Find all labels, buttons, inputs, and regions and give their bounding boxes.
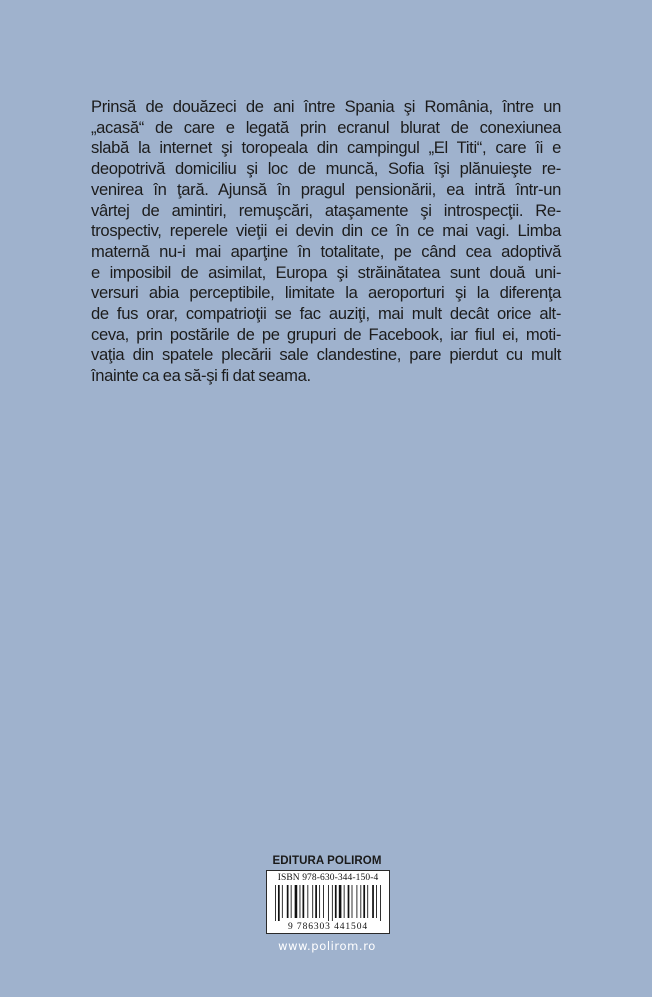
blurb-line: vârtej de amintiri, remuşcări, ataşamente şi introspecţii. Re- <box>91 200 561 220</box>
blurb-line: înainte ca ea să-şi fi dat seama. <box>91 366 311 386</box>
barcode-bar <box>339 885 342 918</box>
barcode-bar <box>295 885 298 918</box>
blurb-line: trospectiv, reperele vieţii ei devin din ce în ce mai vagi. Limba <box>91 221 561 241</box>
barcode-bar <box>323 885 324 918</box>
blurb-line: maternă nu-i mai aparţine în totalitate, pe când cea adoptivă <box>91 241 561 261</box>
barcode-bar <box>335 885 337 918</box>
barcode-bar <box>344 885 345 918</box>
barcode-bar <box>303 885 305 918</box>
barcode-icon <box>275 885 383 921</box>
blurb-line: „acasă“ de care e legată prin ecranul blurat de conexiunea <box>91 117 561 137</box>
barcode-bar <box>312 885 313 918</box>
blurb-line: versuri abia perceptibile, limitate la aeroporturi şi la diferenţa <box>91 283 561 303</box>
barcode-bar <box>307 885 308 918</box>
barcode-bar <box>356 885 357 918</box>
blurb-line: venirea în ţară. Ajunsă în pragul pensionării, ea intră într-un <box>91 179 561 199</box>
barcode-bar <box>315 885 317 918</box>
barcode-bar <box>372 885 374 918</box>
blurb-line: slabă la internet şi toropeala din campingul „El Titi“, care îi e <box>91 138 561 158</box>
isbn-label: ISBN 978-630-344-150-4 <box>277 873 379 883</box>
publisher-name: EDITURA POLIROM <box>272 855 382 867</box>
barcode-bar <box>300 885 301 918</box>
barcode-bar <box>348 885 350 918</box>
barcode-bar <box>275 885 276 921</box>
barcode-bar <box>278 885 280 921</box>
publisher-website: www.polirom.ro <box>278 939 376 953</box>
barcode-bar <box>367 885 368 918</box>
barcode-bar <box>291 885 292 918</box>
isbn-barcode-box <box>266 870 390 934</box>
barcode-bar <box>282 885 283 918</box>
barcode-bar <box>380 885 381 921</box>
barcode-bar <box>328 885 329 921</box>
barcode-bar <box>287 885 289 918</box>
blurb-line: de fus orar, compatrioţii se fac auziţi, mai mult decât orice alt- <box>91 304 561 324</box>
blurb-line: ceva, prin postările de pe grupuri de Facebook, iar fiul ei, moti- <box>91 324 561 344</box>
barcode-bar <box>332 885 333 921</box>
barcode-digits: 9 786303 441504 <box>288 922 368 932</box>
blurb-line: vaţia din spatele plecării sale clandestine, pare pierdut cu mult <box>91 345 561 365</box>
barcode-bar <box>352 885 353 918</box>
blurb-line: Prinsă de douăzeci de ani între Spania şi România, între un <box>91 97 561 116</box>
barcode-bar <box>363 885 365 918</box>
barcode-bar <box>319 885 320 918</box>
back-cover-blurb <box>91 97 561 387</box>
barcode-bar <box>360 885 361 918</box>
blurb-line: e imposibil de asimilat, Europa şi străinătatea sunt două uni- <box>91 262 561 282</box>
blurb-line: deopotrivă domiciliu şi loc de muncă, Sofia îşi plănuieşte re- <box>91 159 561 179</box>
barcode-bar <box>376 885 377 918</box>
